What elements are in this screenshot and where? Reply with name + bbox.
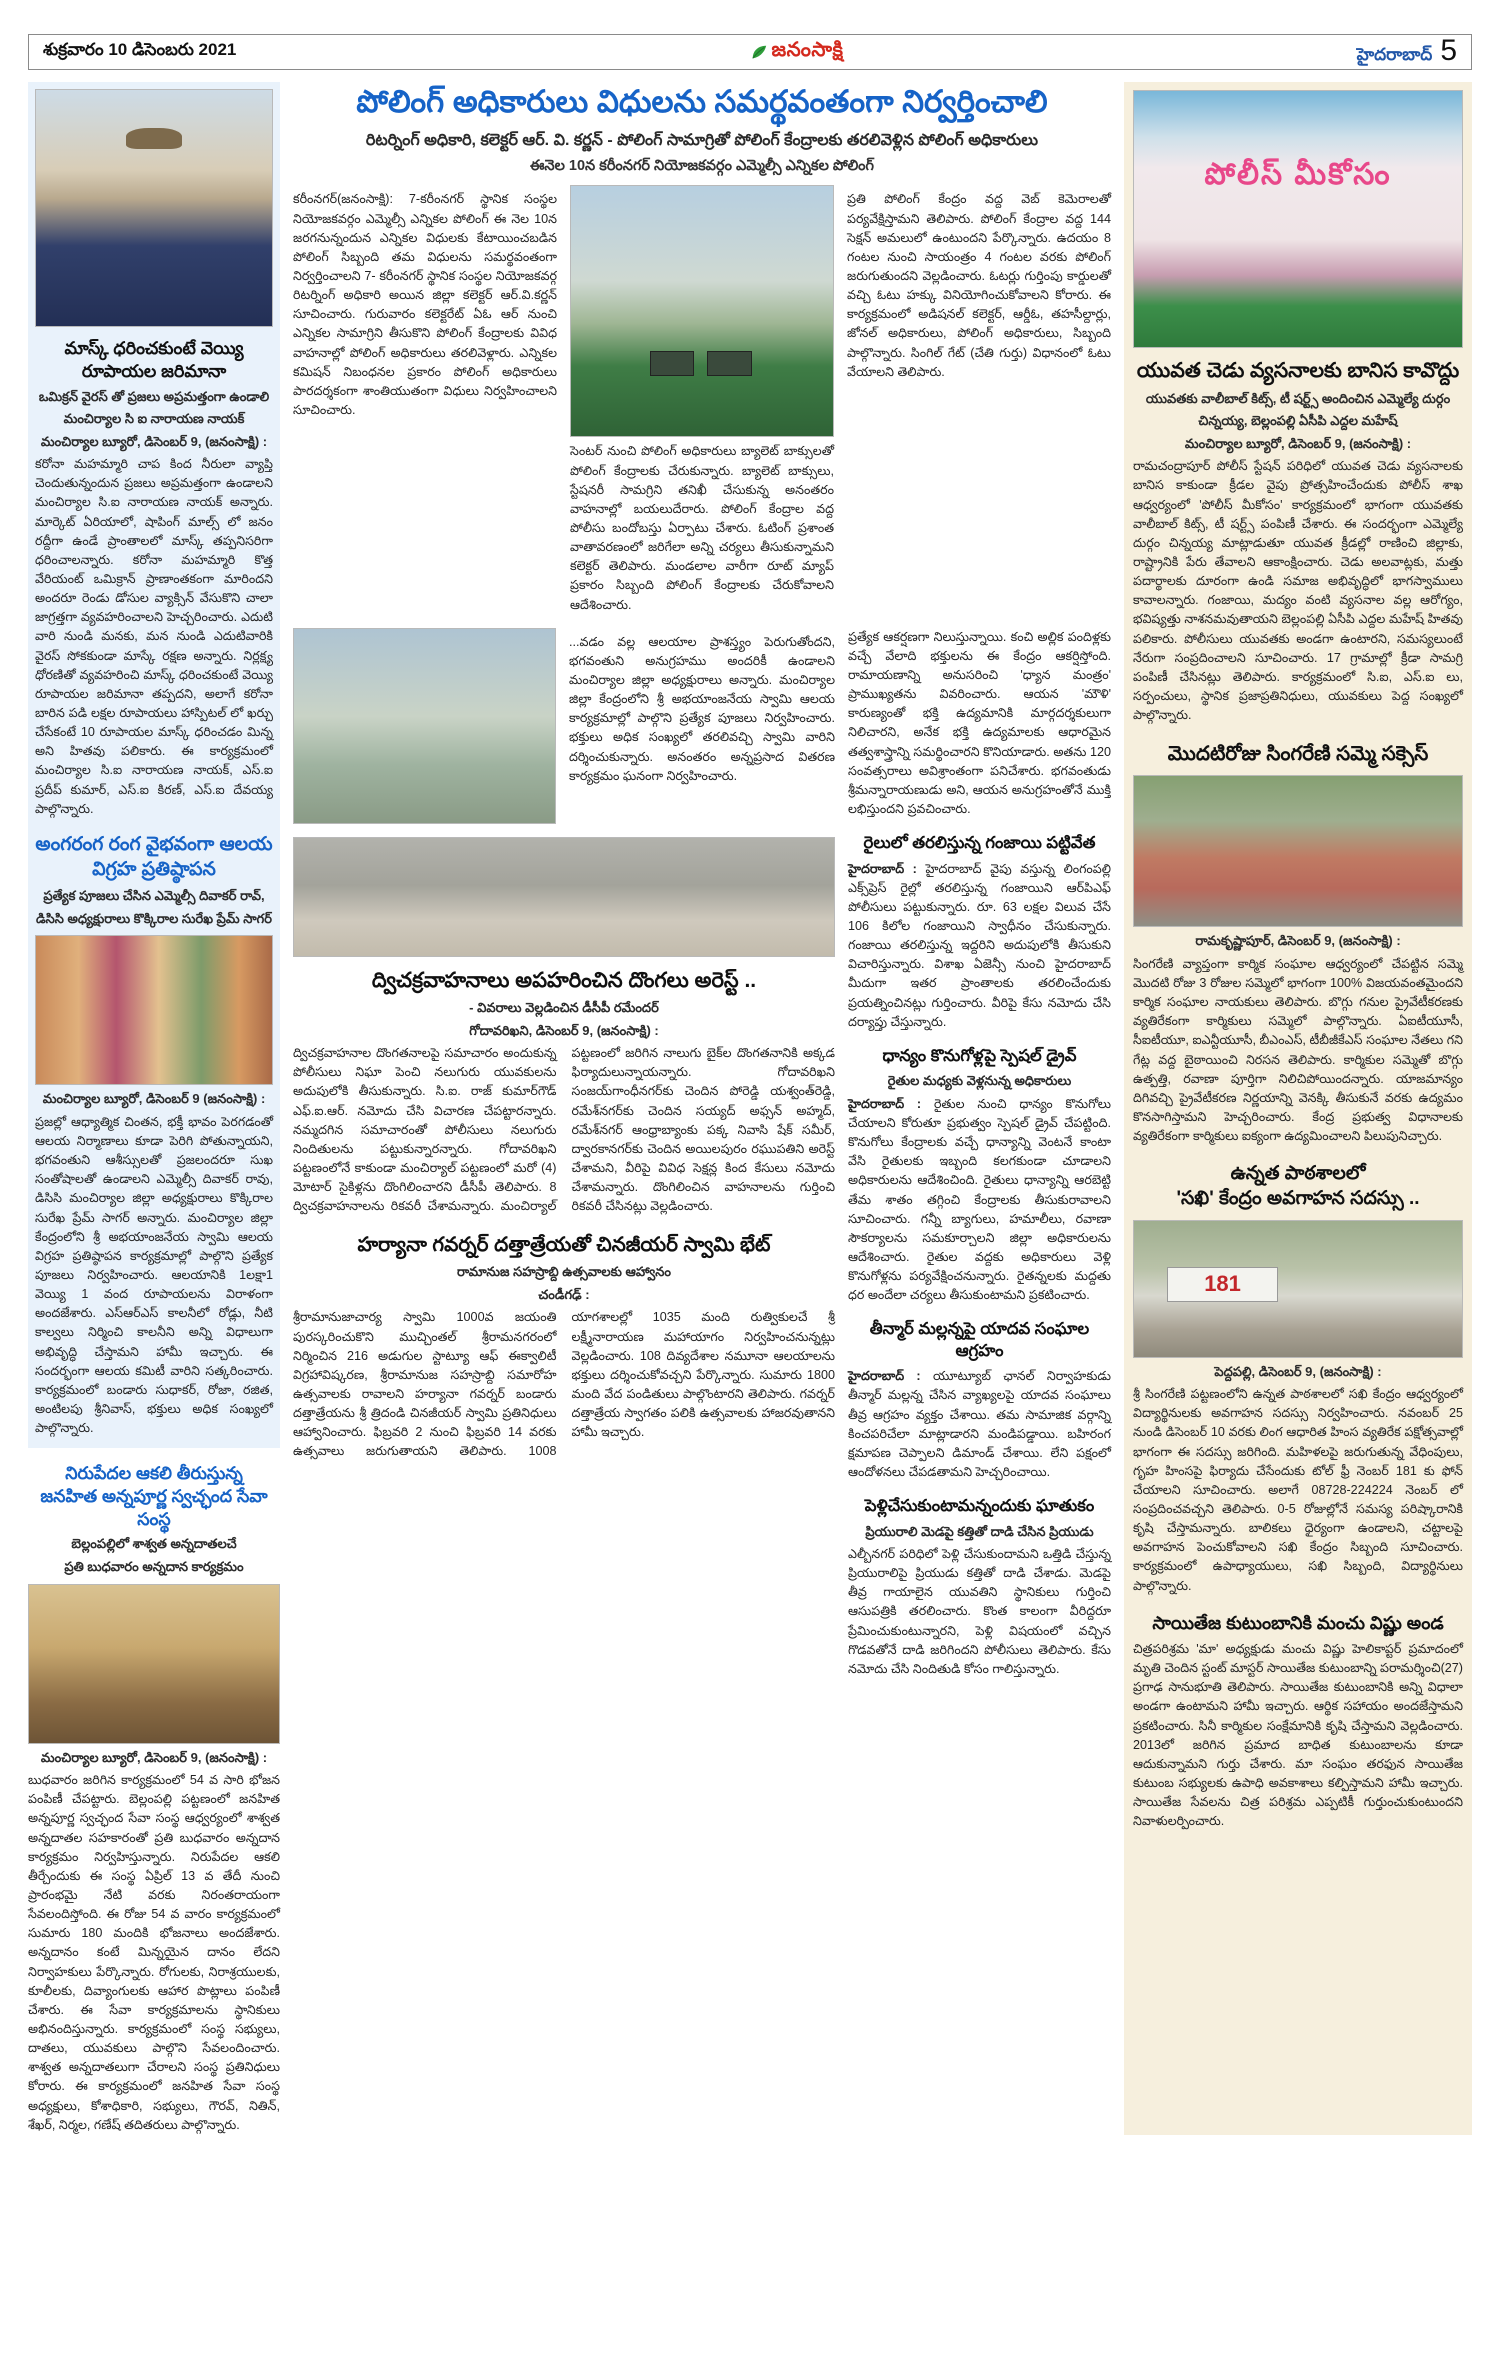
- sakhi-article-headline-line1: ఉన్నత పాఠశాలలో: [1230, 1163, 1366, 1185]
- yuvata-article-subhead1: యువతకు వాలీబాల్ కిట్స్, టీ షర్ట్స్ అందించిన ఎమ్మెల్యే దుర్గం: [1145, 390, 1451, 406]
- sakhi-article-body: శ్రీ సింగరేణి పట్టణంలోని ఉన్నత పాఠశాలలో సఖి కేంద్రం ఆధ్వర్యంలో విద్యార్థినులకు అవగాహన సదస్సు నిర్వహించారు. నవంబర్ 25 నుండి డిసెంబర్ 10 వరకు లింగ ఆధారిత హింస వ్యతిరేక పక్షోత్సవాల్లో భాగంగా ఈ సదస్సు జరిగింది. మహిళలపై జరుగుతున్న వేధింపులు, గృహ హింసపై ఫిర్యాదు చేసేందుకు టోల్ ఫ్రీ నెంబర్ 181 కు ఫోన్ చేయాలని సూచించారు. అలాగే 08728-224224 నెంబర్ లో సంప్రదించవచ్చని తెలిపారు. 0-5 రోజుల్లోనే సమస్య పరిష్కారానికి కృషి చేస్తామన్నారు. బాలికలు ధైర్యంగా ఉండాలని, చట్టాలపై అవగాహన పెంచుకోవాలని సఖి కేంద్రం సిబ్బంది సూచించారు. కార్యక్రమంలో ఉపాధ్యాయులు, సఖి సిబ్బంది, విద్యార్థినులు పాల్గొన్నారు.: [1133, 1387, 1463, 1593]
- singareni-article-headline: మొదటిరోజు సింగరేణి సమ్మె సక్సెస్: [1167, 743, 1429, 766]
- temple-group-photo: [35, 935, 273, 1085]
- edition-date: శుక్రవారం 10 డిసెంబరు 2021: [43, 40, 237, 59]
- temple-article-dateline: మంచిర్యాల బ్యూరో, డిసెంబర్ 9 (జనంసాక్షి) :: [42, 1091, 266, 1107]
- masthead-leaf-icon: [750, 43, 768, 61]
- yuvata-article-body: రామచంద్రాపూర్ పోలీస్ స్టేషన్ పరిధిలో యువత చెడు వ్యసనాలకు బానిస కాకుండా క్రీడల వైపు ప్రోత్సహించేందుకు పోలీస్ శాఖ ఆధ్వర్యంలో 'పోలీస్ మీకోసం' కార్యక్రమంలో భాగంగా యువతకు వాలీబాల్ కిట్స్, టీ షర్ట్స్ పంపిణీ చేశారు. ఈ సందర్భంగా ఎమ్మెల్యే దుర్గం చిన్నయ్య మాట్లాడుతూ యువత క్రీడల్లో రాణించి జిల్లాకు, రాష్ట్రానికి పేరు తేవాలని ఆకాంక్షించారు. చెడు అలవాట్లకు, మత్తు పదార్థాలకు దూరంగా ఉండి సమాజ అభివృద్ధిలో భాగస్వాములు కావాలన్నారు. గంజాయి, మద్యం వంటి వ్యసనాల వల్ల ఆరోగ్యం, భవిష్యత్తు నాశనమవుతాయని బెల్లంపల్లి ఏసీపి ఎద్దల మహేష్ హితవు పలికారు. పోలీసులు యువతకు అండగా ఉంటారని, సమస్యలుంటే నేరుగా సంప్రదించాలని సూచించారు. 17 గ్రామాల్లో క్రీడా సామగ్రి పంపిణీ చేసినట్లు తెలిపారు. కార్యక్రమంలో సి.ఐ, ఎస్.ఐ లు, సర్పంచులు, స్థానిక ప్రజాప్రతినిధులు, యువకులు పెద్ద సంఖ్యలో పాల్గొన్నారు.: [1133, 459, 1463, 723]
- main-article-col1: కరీంనగర్(జనంసాక్షి): 7-కరీంనగర్ స్థానిక సంస్థల నియోజకవర్గం ఎమ్మెల్సీ ఎన్నికల పోలింగ్ ఈ నెల 10న జరగనున్నందున ఎన్నికల విధులకు కేటాయించబడిన పోలింగ్ సిబ్బంది తమ విధులను సమర్థవంతంగా నిర్వర్తించాలని 7- కరీంనగర్ స్థానిక సంస్థల నియోజకవర్గ రిటర్నింగ్ అధికారి అయిన జిల్లా కలెక్టర్ ఆర్.వి.కర్ణన్ సూచించారు. గురువారం కలెక్టరేట్ ఏఓ ఆర్ నుంచి ఎన్నికల సామాగ్రిని తీసుకొని పోలింగ్ కేంద్రాలకు వివిధ వాహనాల్లో పోలింగ్ అధికారులు తరలివెళ్లారు. ఎన్నికల కమిషన్ నిబంధనల ప్రకారం పోలింగ్ అధికారులు పారదర్శకంగా శాంతియుతంగా విధులు నిర్వహించాలని సూచించారు.: [293, 192, 557, 417]
- food-distribution-photo: [28, 1584, 280, 1744]
- pelli-article-headline: పెళ్లిచేసుకుంటామన్నందుకు ఘాతుకం: [864, 1497, 1095, 1516]
- mask-article-body: కరోనా మహమ్మారి చాప కింద నీరులా వ్యాప్తి చెందుతున్నందున ప్రజలు అప్రమత్తంగా ఉండాలని మంచిర్యాల సి.ఐ నారాయణ నాయక్ అన్నారు. మార్కెట్ ఏరియాలో, షాపింగ్ మాల్స్ లో జనం రద్దీగా ఉండే ప్రాంతాలలో మాస్క్ తప్పనిసరిగా ధరించాలన్నారు. కరోనా మహమ్మారి కొత్త వేరియంట్ ఒమిక్రాన్ ప్రాణాంతకంగా మారిందని అందరూ రెండు డోసుల వ్యాక్సిన్ వేసుకొని చాలా జాగ్రత్తగా వ్యవహరించాలని హెచ్చరించారు. ఎదుటి వారి నుండి మనకు, మన నుండి ఎదుటివారికి వైరస్ సోకకుండా మాస్కే రక్షణ అన్నారు. నిర్లక్ష్య ధోరణితో వ్యవహరించి మాస్క్ ధరించకుంటే వెయ్యి రూపాయల జరిమానా తప్పదని, అలాగే కరోనా బారిన పడి లక్షల రూపాయలు హాస్పిటల్ లో ఖర్చు చేసేకంటే 10 రూపాయల మాస్క్ ధరించడం మిన్న అని హితవు పలికారు. ఈ కార్యక్రమంలో మంచిర్యాల సి.ఐ నారాయణ నాయక్, ఎస్.ఐ ప్రదీప్ కుమార్, ఎస్.ఐ కిరణ్, ఎస్.ఐ దేవయ్య పాల్గొన్నారు.: [35, 457, 273, 816]
- mask-article-headline: మాస్క్ ధరించకుంటే వెయ్యి రూపాయల జరిమానా: [64, 338, 244, 381]
- ganja-article-headline: రైలులో తరలిస్తున్న గంజాయి పట్టివేత: [863, 834, 1096, 853]
- temple-article-subhead2: డిసిసి అధ్యక్షురాలు కొక్కిరాల సురేఖ ప్రేమ్ సాగర్: [36, 910, 272, 926]
- governor-article-headline: హర్యానా గవర్నర్ దత్తాత్రేయతో చినజీయర్ స్వామి భేట్: [357, 1234, 771, 1257]
- devotional-continuation-text: ప్రత్యేక ఆకర్షణగా నిలుస్తున్నాయి. కంచి అల్లిక పందిళ్లకు వచ్చే వేలాది భక్తులను ఈ కేంద్రం ఆకర్షిస్తోంది. రామాయణాన్ని అనుసరించి 'ధ్యాన మంత్రం' ప్రాముఖ్యతను వివరించారు. ఆయన 'మౌళి' కారుణ్యంతో భక్తి ఉద్యమానికి మార్గదర్శకులుగా నిలిచారని, అనేక భక్తి ఉద్యమాలకు ఆధారమైన తత్వశాస్త్రాన్ని సమర్థించారని కొనియాడారు. అతను 120 సంవత్సరాలు అవిశ్రాంతంగా పనిచేశారు. భగవంతుడు శ్రీమన్నారాయణుడు అని, ఆయన అనుగ్రహంతోనే ముక్తి లభిస్తుందని ప్రవచించారు.: [848, 629, 1111, 816]
- main-article-col2-text: సెంటర్ నుంచి పోలింగ్ అధికారులు బ్యాలెట్ బాక్సులతో పోలింగ్ కేంద్రాలకు చేరుకున్నారు. బ్యాలెట్ బాక్సులు, స్టేషనరీ సామగ్రిని తనిఖీ చేసుకున్న అనంతరం వాహనాల్లో బయలుదేరారు. పోలింగ్ కేంద్రాల వద్ద పోలీసు బందోబస్తు ఏర్పాటు చేశారు. ఓటింగ్ ప్రశాంత వాతావరణంలో జరిగేలా అన్ని చర్యలు తీసుకున్నామని కలెక్టర్ తెలిపారు. మండలాల వారీగా రూట్ మ్యాప్ ప్రకారం సిబ్బంది పోలింగ్ కేంద్రాలకు చేరుకోవాలని ఆదేశించారు.: [570, 444, 834, 612]
- dhanyam-article-subhead: రైతుల మధ్యకు వెళ్లనున్న అధికారులు: [887, 1073, 1072, 1089]
- main-article-columns: [293, 185, 1111, 614]
- city-label: హైదరాబాద్: [1356, 44, 1433, 64]
- pelli-article-body: ఎల్బీనగర్ పరిధిలో పెళ్లి చేసుకుందామని ఒత్తిడి చేస్తున్న ప్రియురాలిపై ప్రియుడు కత్తితో దాడి చేశాడు. మెడపై తీవ్ర గాయాలైన యువతిని స్థానికులు గుర్తించి ఆసుపత్రికి తరలించారు. కొంత కాలంగా వీరిద్దరూ ప్రేమించుకుంటున్నారని, పెళ్లి విషయంలో వచ్చిన గొడవతోనే దాడి జరిగిందని పోలీసులు తెలిపారు. కేసు నమోదు చేసి నిందితుడి కోసం గాలిస్తున్నారు.: [848, 1547, 1111, 1676]
- left-column: [28, 82, 280, 2135]
- temple-continuation-text: ...వడం వల్ల ఆలయాల ప్రాశస్త్యం పెరుగుతోందని, భగవంతుని అనుగ్రహము అందరికీ ఉండాలని మంచిర్యాల జిల్లా అధ్యక్షురాలు అన్నారు. మంచిర్యాల జిల్లా కేంద్రంలోని శ్రీ అభయాంజనేయ స్వామి ఆలయ కార్యక్రమాల్లో పాల్గొని ప్రత్యేక పూజలు నిర్వహించారు. భక్తులు అధిక సంఖ్యలో తరలివచ్చి స్వామి వారిని దర్శించుకున్నారు. అనంతరం అన్నప్రసాద వితరణ కార్యక్రమం ఘనంగా నిర్వహించారు.: [569, 634, 835, 783]
- police-event-photo: [1133, 90, 1463, 348]
- teenmaar-article-headline: తీన్మార్ మల్లన్నపై యాదవ సంఘాల ఆగ్రహం: [869, 1320, 1090, 1360]
- yuvata-article-dateline: మంచిర్యాల బ్యూరో, డిసెంబర్ 9, (జనంసాక్షి) :: [1184, 435, 1412, 451]
- main-article: [293, 82, 1111, 615]
- seizure-row: [293, 628, 835, 824]
- main-subhead2: ఈనెల 10న కరీంనగర్ నియోజకవర్గం ఎమ్మెల్సీ ఎన్నికల పోలింగ్: [530, 157, 874, 174]
- singareni-article-dateline: రామకృష్ణాపూర్, డిసెంబర్ 9, (జనంసాక్షి) :: [1195, 933, 1401, 949]
- singareni-strike-photo: [1133, 775, 1463, 927]
- arrest-article-body: ద్విచక్రవాహనాల దొంగతనాలపై సమాచారం అందుకున్న పోలీసులు నిఘా పెంచి నలుగురు యువకులను అదుపులోకి తీసుకున్నారు. సి.ఐ. రాజ్ కుమార్‌గౌడ్ ఎఫ్.ఐ.ఆర్. నమోదు చేసి విచారణ చేపట్టారన్నారు. నమ్మదగిన సమాచారంతో పోలీసులు నలుగురు నిందితులను పట్టుకున్నారన్నారు. గోదావరిఖని పట్టణంలోనే కాకుండా మంచిర్యాల్ పట్టణంలో మరో (4) మోటార్ సైకిళ్లను దొంగిలించారని డీసీపీ తెలిపారు. 8 ద్విచక్రవాహనాలను రికవరీ చేశామన్నారు. మంచిర్యాల్ పట్టణంలో జరిగిన నాలుగు బైక్‌ల దొంగతనానికి అక్కడ ఫిర్యాదులున్నాయన్నారు. గోదావరిఖని సంజయ్‌గాంధీనగర్‌కు చెందిన పోరెడ్డి యశ్వంత్‌రెడ్డి, రమేశ్‌నగర్‌కు చెందిన సయ్యద్ అఫ్సన్ అహ్మద్, రమేశ్‌నగర్ ఆంధ్రాబ్యాంకు పక్క నివాసి షేక్ సమీర్, ద్వారకానగర్‌కు చెందిన అయిలపురం రఘుపతిని అరెస్ట్ చేశామని, వీరిపై వివిధ సెక్షన్ల కింద కేసులు నమోదు చేశామన్నారు. దొంగిలించిన వాహనాలను గుర్తించి రికవరీ చేసినట్లు వెల్లడించారు.: [293, 1046, 835, 1214]
- saiteja-article-headline: సాయితేజ కుటుంబానికి మంచు విష్ణు అండ: [1152, 1612, 1444, 1633]
- bike-thieves-photo: [293, 837, 835, 957]
- main-article-col2: [570, 185, 834, 614]
- ganja-article-body-text: హైదరాబాద్ వైపు వస్తున్న లింగంపల్లి ఎక్స్‌ప్రెస్ రైల్లో తరలిస్తున్న గంజాయిని ఆర్‌పిఎఫ్ పోలీసులు పట్టుకున్నారు. రూ. 63 లక్షల విలువ చేసే 106 కిలోల గంజాయిని స్వాధీనం చేసుకున్నారు. గంజాయి తరలిస్తున్న ఇద్దరిని అదుపులోకి తీసుకుని విచారిస్తున్నారు. విశాఖ ఏజెన్సీ నుంచి హైదరాబాద్ మీదుగా ఇతర ప్రాంతాలకు తరలించేందుకు ప్రయత్నించినట్లు గుర్తించారు. వీరిపై కేసు నమోదు చేసి దర్యాప్తు చేస్తున్నారు.: [848, 861, 1111, 1029]
- teenmaar-article-body: [848, 1367, 1111, 1482]
- governor-article-dateline: చండీగఢ్ :: [538, 1286, 590, 1302]
- main-headline: పోలింగ్ అధికారులు విధులను సమర్థవంతంగా నిర్వర్తించాలి: [356, 84, 1048, 119]
- dhanyam-article-body: [848, 1095, 1111, 1306]
- sakhi-banner-number: 181: [1167, 1267, 1279, 1302]
- sakhi-article-dateline: పెద్దపల్లి, డిసెంబర్ 9, (జనంసాక్షి) :: [1214, 1363, 1382, 1379]
- temple-article-subhead1: ప్రత్యేక పూజలు చేసిన ఎమ్మెల్సీ దివాకర్ రావ్,: [43, 888, 265, 904]
- arrest-article-headline: ద్విచక్రవాహనాలు అపహరించిన దొంగలు అరెస్ట్ ..: [371, 968, 757, 992]
- temple-article-headline: అంగరంగ రంగ వైభవంగా ఆలయ విగ్రహ ప్రతిష్ఠాపన: [35, 833, 273, 880]
- janahita-article-headline-line1: నిరుపేదల ఆకలి తీరుస్తున్న: [65, 1463, 243, 1484]
- center-lower-right: [848, 628, 1111, 1679]
- center-lower: [293, 628, 1111, 1679]
- governor-article-body: శ్రీరామానుజాచార్య స్వామి 1000వ జయంతి పురస్కరించుకొని ముచ్చింతల్ శ్రీరామనగరంలో నిర్మించిన 216 అడుగుల స్టాట్యూ ఆఫ్ ఈక్వాలిటీ విగ్రహావిష్కరణ, శ్రీరామానుజ సహస్రాబ్ది సమారోహ ఉత్సవాలకు రావాలని హర్యానా గవర్నర్ బండారు దత్తాత్రేయను శ్రీ త్రిదండి చినజీయర్ స్వామి ప్రతినిధులు ఆహ్వానించారు. ఫిబ్రవరి 2 నుంచి ఫిబ్రవరి 14 వరకు ఉత్సవాలు జరుగుతాయని తెలిపారు. 1008 యాగశాలల్లో 1035 మంది రుత్వికులచే శ్రీ లక్ష్మీనారాయణ మహాయాగం నిర్వహించనున్నట్లు వెల్లడించారు. 108 దివ్యదేశాల నమూనా ఆలయాలను భక్తులు దర్శించుకోవచ్చని పేర్కొన్నారు. సుమారు 1800 మంది వేద పండితులు పాల్గొంటారని తెలిపారు. గవర్నర్ దత్తాత్రేయ స్వాగతం పలికి ఉత్సవాలకు హాజరవుతానని హామీ ఇచ్చారు.: [293, 1310, 835, 1459]
- ganja-article-body: [848, 860, 1111, 1032]
- page-number: 5: [1440, 33, 1457, 67]
- teenmaar-article-dateline: హైదరాబాద్ :: [848, 1369, 921, 1384]
- sakhi-article-headline-line2: 'సఖి' కేంద్రం అవగాహన సదస్సు ..: [1176, 1187, 1420, 1209]
- police-officer-photo: [35, 89, 273, 327]
- singareni-article-body: సింగరేణి వ్యాప్తంగా కార్మిక సంఘాల ఆధ్వర్యంలో చేపట్టిన సమ్మె మొదటి రోజు 3 రోజుల సమ్మెలో భాగంగా 100% విజయవంతమైందని కార్మిక సంఘాల నాయకులు తెలిపారు. బొగ్గు గనుల ప్రైవేటీకరణకు వ్యతిరేకంగా కార్మికులు సమ్మెలో పాల్గొన్నారు. ఏఐటీయూసీ, సీఐటీయూ, ఐఎన్టీయూసీ, బీఎంఎస్, టీబీజీకేఎస్ సంఘాల నేతలు గని గేట్ల వద్ద బైఠాయించి నిరసన తెలిపారు. కార్మికుల సమ్మెతో బొగ్గు ఉత్పత్తి, రవాణా పూర్తిగా నిలిచిపోయిందన్నారు. యాజమాన్యం దిగివచ్చి ప్రైవేటీకరణ నిర్ణయాన్ని వెనక్కి తీసుకునే వరకు ఉద్యమం కొనసాగిస్తామని హెచ్చరించారు. కేంద్ర ప్రభుత్వ విధానాలకు వ్యతిరేకంగా కార్మికులు ఐక్యంగా ఉద్యమించాలని పిలుపునిచ్చారు.: [1133, 956, 1463, 1144]
- governor-article-subhead: రామానుజ సహస్రాబ్ది ఉత్సవాలకు ఆహ్వానం: [457, 1264, 671, 1280]
- mask-article-subhead2: మంచిర్యాల సి ఐ నారాయణ నాయక్: [63, 411, 245, 427]
- right-column: [1124, 82, 1472, 2135]
- sakhi-rally-photo: [1133, 1220, 1463, 1358]
- header-bar: [28, 34, 1472, 70]
- left-top-panel: [28, 82, 280, 1448]
- pelli-article-subhead: ప్రియురాలి మెడపై కత్తితో దాడి చేసిన ప్రియుడు: [865, 1523, 1094, 1539]
- yuvata-article-headline: యువత చెడు వ్యసనాలకు బానిస కావొద్దు: [1136, 359, 1460, 382]
- janahita-article-subhead1: బెల్లంపల్లిలో శాశ్వత అన్నదాతలచే: [71, 1536, 237, 1552]
- janahita-article-headline-line2: జనహిత అన్నపూర్ణ స్వచ్ఛంద సేవా సంస్థ: [40, 1485, 268, 1529]
- police-banner-text: పోలీస్ మీకోసం: [1204, 157, 1392, 191]
- masthead-title: జనంసాక్షి: [771, 38, 844, 61]
- center-lower-left: [293, 628, 835, 1679]
- dhanyam-article-headline: ధాన్యం కొనుగోళ్లపై స్పెషల్ డ్రైవ్: [882, 1046, 1077, 1065]
- janahita-article-subhead2: ప్రతి బుధవారం అన్నదాన కార్యక్రమం: [64, 1559, 244, 1575]
- center-column: [293, 82, 1111, 2135]
- yuvata-article-subhead2: చిన్నయ్య, బెల్లంపల్లి ఏసీపి ఎద్దల మహేష్: [1198, 413, 1398, 429]
- dhanyam-article-dateline: హైదరాబాద్ :: [848, 1096, 922, 1111]
- arrest-article-subhead: - వివరాలు వెల్లడించిన డీసీపీ రమేందర్: [469, 1000, 659, 1016]
- janahita-article-dateline: మంచిర్యాల బ్యూరో, డిసెంబర్ 9, (జనంసాక్షి) :: [40, 1749, 268, 1765]
- page-content: [28, 82, 1472, 2135]
- police-seizure-photo: [293, 628, 556, 824]
- polling-materials-photo: [570, 185, 834, 437]
- main-article-col3: ప్రతి పోలింగ్ కేంద్రం వద్ద వెబ్ కెమెరాలతో పర్యవేక్షిస్తామని తెలిపారు. పోలింగ్ కేంద్రాల వద్ద 144 సెక్షన్ అమలులో ఉంటుందని పేర్కొన్నారు. ఉదయం 8 గంటల నుంచి సాయంత్రం 4 గంటల వరకు పోలింగ్ జరుగుతుందని వెల్లడించారు. ఓటర్లు గుర్తింపు కార్డులతో వచ్చి ఓటు హక్కు వినియోగించుకోవాలని కోరారు. ఈ కార్యక్రమంలో అడిషనల్ కలెక్టర్, ఆర్డీఓ, తహసీల్దార్లు, జోనల్ అధికారులు, పోలింగ్ అధికారులు, సిబ్బంది పాల్గొన్నారు. సింగిల్ గేట్ (చేతి గుర్తు) విధానంలో ఓటు వేయాలని తెలిపారు.: [847, 192, 1111, 379]
- header-right: [1356, 33, 1457, 69]
- saiteja-article-body: చిత్రపరిశ్రమ 'మా' అధ్యక్షుడు మంచు విష్ణు హెలికాప్టర్ ప్రమాదంలో మృతి చెందిన స్టంట్ మాస్టర్ సాయితేజ కుటుంబాన్ని పరామర్శించి(27) ప్రగాఢ సానుభూతి తెలిపారు. సాయితేజ కుటుంబానికి అన్ని విధాలా అండగా ఉంటామని హామీ ఇచ్చారు. ఆర్థిక సహాయం అందజేస్తామని ప్రకటించారు. సినీ కార్మికుల సంక్షేమానికి కృషి చేస్తామని వెల్లడించారు. 2013లో జరిగిన ప్రమాద బాధిత కుటుంబాలను కూడా ఆదుకున్నామని గుర్తు చేశారు. మా సంఘం తరఫున సాయితేజ కుటుంబ సభ్యులకు ఉపాధి అవకాశాలు కల్పిస్తామని హామీ ఇచ్చారు. సాయితేజ సేవలను చిత్ర పరిశ్రమ ఎప్పటికీ గుర్తుంచుకుంటుందని నివాళులర్పించారు.: [1133, 1642, 1463, 1829]
- mask-article-subhead1: ఒమిక్రన్ వైరస్ తో ప్రజలు అప్రమత్తంగా ఉండాలి: [38, 388, 270, 404]
- arrest-article-dateline: గోదావరిఖని, డిసెంబర్ 9, (జనంసాక్షి) :: [469, 1022, 659, 1038]
- masthead: [750, 39, 844, 66]
- temple-article-body: ప్రజల్లో ఆధ్యాత్మిక చింతన, భక్తీ భావం పెరగడంతో ఆలయ నిర్మాణాలు కూడా పెరిగి పోతున్నాయని, భగవంతుని ఆశీస్సులతో ప్రజలందరూ సుఖ సంతోషాలతో ఉండాలని ఎమ్మెల్సీ దివాకర్ రావు, డిసిసి మంచిర్యాల జిల్లా అధ్యక్షురాలు కొక్కిరాల సురేఖ ప్రేమ్ సాగర్ అన్నారు. మంచిర్యాల జిల్లా కేంద్రంలోని శ్రీ అభయాంజనేయ స్వామి ఆలయ విగ్రహ ప్రతిష్ఠాపన కార్యక్రమాల్లో పాల్గొని ప్రత్యేక పూజలు నిర్వహించారు. ఆలయానికి 1లక్షా1 వెయ్యి 1 వంద రూపాయలను విరాళంగా అందజేశారు. ఎస్ఆర్ఎస్ కాలనీలో రోడ్లు, నీటి కాల్వలు నిర్మించి కాలనీని అన్ని విధాలుగా అభివృద్ధి చేస్తామని హామీ ఇచ్చారు. ఈ సందర్భంగా ఆలయ కమిటీ వారిని సత్కరించారు. కార్యక్రమంలో బండారు సుధాకర్, రోజా, రజిత, అంటిలపు శ్రీనివాస్, భక్తులు అధిక సంఖ్యలో పాల్గొన్నారు.: [35, 1114, 273, 1436]
- ganja-article-dateline: హైదరాబాద్ :: [848, 861, 917, 876]
- dhanyam-article-body-text: రైతుల నుంచి ధాన్యం కొనుగోలు చేయాలని కోరుతూ ప్రభుత్వం స్పెషల్ డ్రైవ్ చేపట్టింది. కొనుగోలు కేంద్రాలకు వచ్చే ధాన్యాన్ని వెంటనే కాంటా వేసి రైతులకు ఇబ్బంది కలగకుండా చూడాలని అధికారులను ఆదేశించింది. రైతులు ధాన్యాన్ని ఆరబెట్టి తేమ శాతం తగ్గించి కేంద్రాలకు తీసుకురావాలని సూచించారు. గన్నీ బ్యాగులు, హమాలీలు, రవాణా సౌకర్యాలను సమకూర్చాలని జిల్లా అధికారులను ఆదేశించారు. రైతుల వద్దకు అధికారులు వెళ్లి కొనుగోళ్లను పర్యవేక్షించనున్నారు. రైతన్నలకు మద్దతు ధర అందేలా చర్యలు తీసుకుంటామని ప్రకటించారు.: [848, 1096, 1112, 1303]
- main-subhead1: రిటర్నింగ్ అధికారి, కలెక్టర్ ఆర్. వి. కర్ణన్ - పోలింగ్ సామాగ్రితో పోలింగ్ కేంద్రాలకు తరలివెళ్లిన పోలింగ్ అధికారులు: [365, 132, 1039, 150]
- teenmaar-article-body-text: యూట్యూబ్ ఛానల్ నిర్వాహకుడు తీన్మార్ మల్లన్న చేసిన వ్యాఖ్యలపై యాదవ సంఘాలు తీవ్ర ఆగ్రహం వ్యక్తం చేశాయి. తమ సామాజిక వర్గాన్ని కించపరిచేలా మాట్లాడారని మండిపడ్డాయి. బహిరంగ క్షమాపణ చెప్పాలని డిమాండ్ చేశాయి. లేని పక్షంలో ఆందోళనలు చేపడతామని హెచ్చరించాయి.: [848, 1369, 1112, 1479]
- janahita-article-body: బుధవారం జరిగిన కార్యక్రమంలో 54 వ సారి భోజన పంపిణీ చేపట్టారు. బెల్లంపల్లి పట్టణంలో జనహిత అన్నపూర్ణ స్వచ్ఛంద సేవా సంస్థ ఆధ్వర్యంలో శాశ్వత అన్నదాతల సహకారంతో ప్రతి బుధవారం అన్నదాన కార్యక్రమం నిర్వహిస్తున్నారు. నిరుపేదల ఆకలి తీర్చేందుకు ఈ సంస్థ ఏప్రిల్ 13 వ తేదీ నుంచి ప్రారంభమై నేటి వరకు నిరంతరాయంగా సేవలందిస్తోంది. ఈ రోజు 54 వ వారం కార్యక్రమంలో సుమారు 180 మందికి భోజనాలు అందజేశారు. అన్నదానం కంటే మిన్నయైన దానం లేదని నిర్వాహకులు పేర్కొన్నారు. రోగులకు, నిరాశ్రయులకు, కూలీలకు, దివ్యాంగులకు ఆహార పొట్లాలు పంపిణీ చేశారు. ఈ సేవా కార్యక్రమాలను స్థానికులు అభినందిస్తున్నారు. కార్యక్రమంలో సంస్థ సభ్యులు, దాతలు, యువకులు పాల్గొని సేవలందించారు. శాశ్వత అన్నదాతలుగా చేరాలని సంస్థ ప్రతినిధులు కోరారు. ఈ కార్యక్రమంలో జనహిత సేవా సంస్థ అధ్యక్షులు, కోశాధికారి, సభ్యులు, గౌరవ్, నితిన్, శేఖర్, నిర్మల, గణేష్ తదితరులు పాల్గొన్నారు.: [28, 1773, 280, 2132]
- mask-article-dateline: మంచిర్యాల బ్యూరో, డిసెంబర్ 9, (జనంసాక్షి) :: [40, 433, 268, 449]
